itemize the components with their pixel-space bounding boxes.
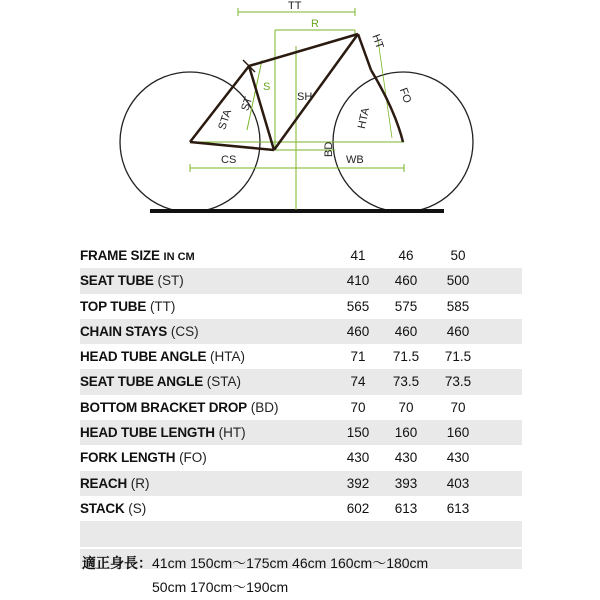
cell-value: 71.5 — [392, 349, 420, 365]
row-label: HEAD TUBE ANGLE — [80, 349, 207, 365]
cell-value: 403 — [446, 475, 470, 491]
label-wb: WB — [346, 154, 364, 166]
table-row — [80, 319, 522, 344]
row-label: HEAD TUBE LENGTH — [80, 425, 215, 441]
row-abbr: (CS) — [170, 323, 199, 339]
label-fo: FO — [396, 86, 414, 105]
label-bd: BD — [323, 141, 335, 157]
label-tt: TT — [288, 0, 302, 12]
row-abbr: (HT) — [218, 425, 246, 441]
label-r: R — [311, 18, 319, 30]
cell-value: 565 — [346, 298, 370, 314]
table-row — [80, 496, 522, 521]
cell-value: 602 — [346, 500, 370, 516]
cell-value: 585 — [446, 298, 470, 314]
frame-size-unit: IN CM — [163, 251, 195, 263]
cell-value: 73.5 — [444, 374, 472, 390]
cell-value: 70 — [398, 399, 414, 415]
table-row — [80, 395, 522, 420]
row-abbr: (R) — [130, 475, 150, 491]
row-label: CHAIN STAYS — [80, 323, 168, 339]
label-hta: HTA — [355, 106, 373, 130]
label-cs: CS — [221, 154, 237, 166]
table-row — [80, 445, 522, 470]
frame-size-table — [80, 243, 522, 569]
table-row — [80, 344, 522, 369]
row-label: SEAT TUBE — [80, 273, 154, 289]
label-st: ST — [239, 95, 256, 113]
cell-value: 70 — [450, 399, 466, 415]
cell-value: 160 — [446, 425, 470, 441]
row-label: SEAT TUBE ANGLE — [80, 374, 204, 390]
row-abbr: (HTA) — [210, 349, 246, 365]
row-abbr: (S) — [128, 500, 147, 516]
cell-value: 71 — [350, 349, 366, 365]
fit-line-2: 50cm 170cm〜190cm — [152, 579, 289, 595]
table-header-row — [80, 243, 522, 268]
table-row — [80, 369, 522, 394]
cell-value: 160 — [394, 425, 418, 441]
table-row — [80, 420, 522, 445]
cell-value: 460 — [394, 323, 418, 339]
recommended-height-note — [82, 551, 428, 599]
cell-value: 613 — [394, 500, 418, 516]
row-label: BOTTOM BRACKET DROP — [80, 399, 247, 415]
cell-value: 460 — [346, 323, 370, 339]
cell-value: 74 — [350, 374, 366, 390]
cell-value: 430 — [446, 450, 470, 466]
size-41-header: 41 — [350, 248, 366, 263]
cell-value: 393 — [394, 475, 418, 491]
frame-size-heading: FRAME SIZE — [80, 248, 160, 263]
cell-value: 460 — [394, 273, 418, 289]
table-row — [80, 268, 522, 293]
cell-value: 71.5 — [444, 349, 472, 365]
row-label: TOP TUBE — [80, 298, 147, 314]
cell-value: 430 — [394, 450, 418, 466]
row-abbr: (STA) — [206, 374, 242, 390]
row-abbr: (TT) — [149, 298, 176, 314]
label-ht: HT — [369, 32, 386, 51]
cell-value: 392 — [346, 475, 370, 491]
bike-geometry-diagram — [0, 0, 600, 225]
cell-value: 460 — [446, 323, 470, 339]
label-s: S — [263, 81, 271, 93]
cell-value: 410 — [346, 273, 370, 289]
cell-value: 430 — [346, 450, 370, 466]
size-46-header: 46 — [398, 248, 414, 263]
fit-label: 適正身長： — [82, 555, 152, 571]
row-abbr: (FO) — [179, 450, 207, 466]
table-row — [80, 521, 522, 546]
row-abbr: (ST) — [157, 273, 184, 289]
row-label: FORK LENGTH — [80, 450, 176, 466]
cell-value: 575 — [394, 298, 418, 314]
cell-value: 613 — [446, 500, 470, 516]
label-sh: SH — [297, 91, 313, 103]
cell-value: 73.5 — [392, 374, 420, 390]
table-row — [80, 471, 522, 496]
fit-line-1: 41cm 150cm〜175cm 46cm 160cm〜180cm — [152, 555, 429, 571]
cell-value: 150 — [346, 425, 370, 441]
size-50-header: 50 — [450, 248, 466, 263]
table-row — [80, 294, 522, 319]
label-sta: STA — [216, 108, 235, 132]
cell-value: 500 — [446, 273, 470, 289]
row-abbr: (BD) — [250, 399, 279, 415]
row-label: REACH — [80, 475, 128, 491]
ground-line — [150, 209, 444, 213]
row-label: STACK — [80, 500, 125, 516]
cell-value: 70 — [350, 399, 366, 415]
